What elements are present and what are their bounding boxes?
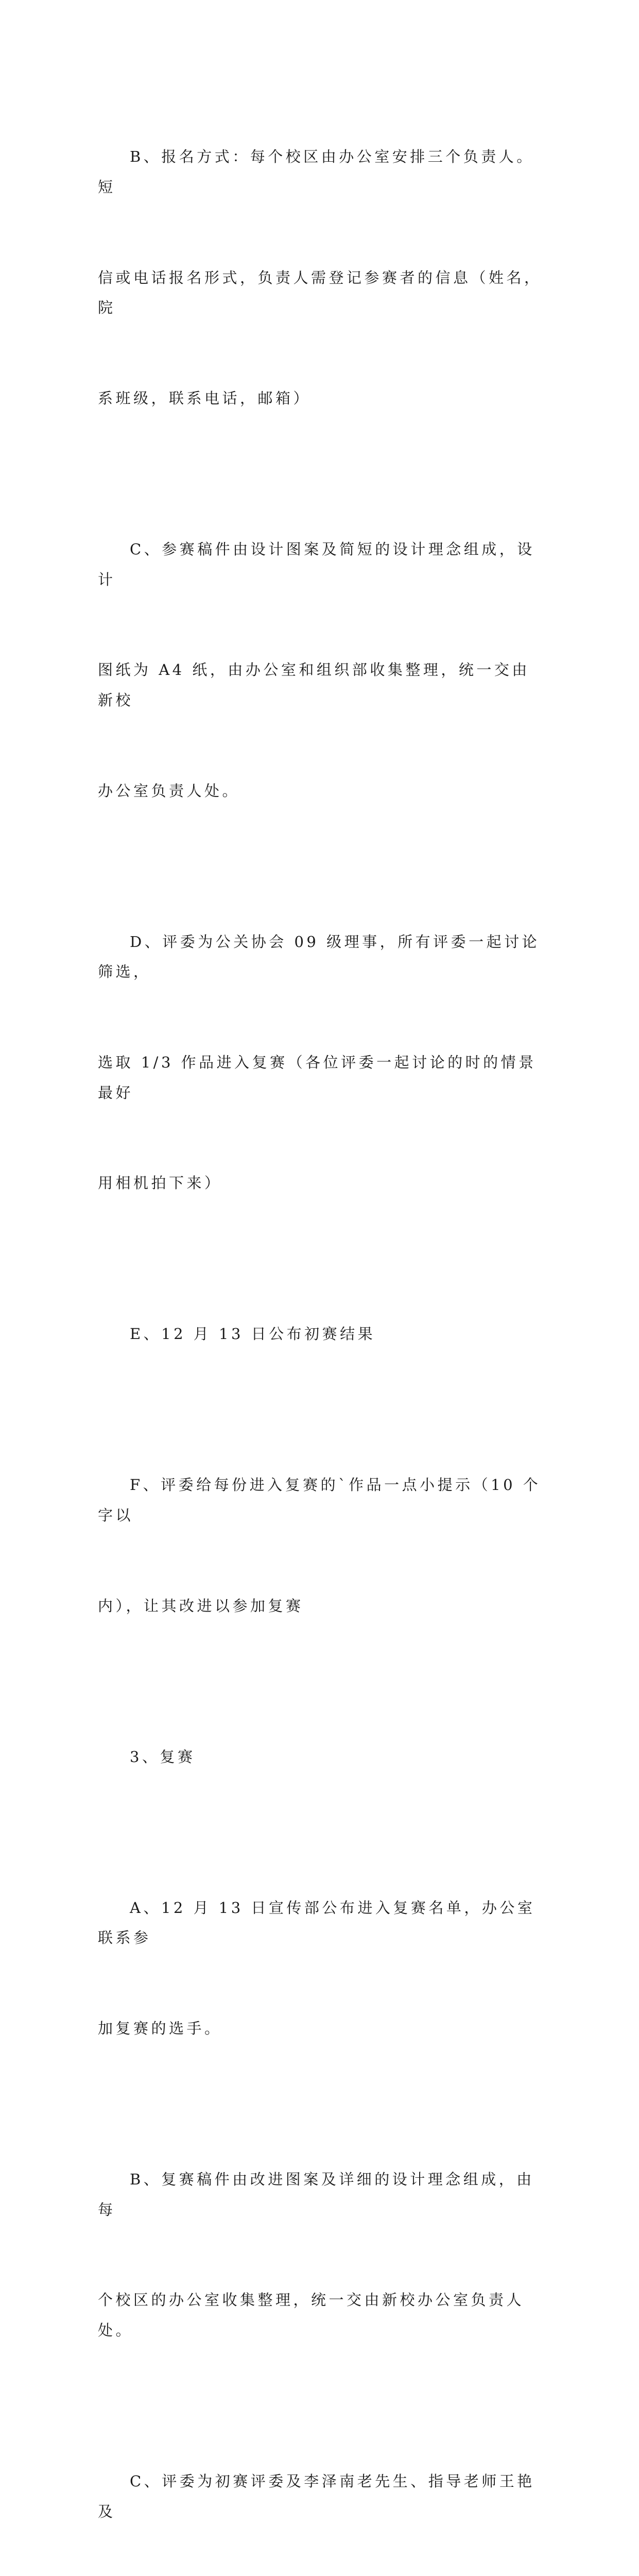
text-line: D、评委为公关协会 09 级理事，所有评委一起讨论筛选， <box>98 933 540 981</box>
text-line: 信或电话报名形式，负责人需登记参赛者的信息（姓名，院 <box>98 268 542 317</box>
paragraph-preliminary-results <box>98 1259 546 1410</box>
document-body <box>98 81 546 2576</box>
text-line: 图纸为 A4 纸，由办公室和组织部收集整理，统一交由新校 <box>98 661 530 709</box>
text-line: 选取 1/3 作品进入复赛（各位评委一起讨论的时的情景最好 <box>98 1054 537 1101</box>
section-heading-semifinal <box>98 1681 546 1832</box>
text-line: C、参赛稿件由设计图案及简短的设计理念组成，设计 <box>98 540 535 588</box>
text-line: C、评委为初赛评委及李泽南老先生、指导老师王艳及 <box>98 2472 535 2520</box>
paragraph-semifinal-entries <box>98 2104 546 2406</box>
paragraph-judge-tips <box>98 1410 546 1681</box>
text-line: E、12 月 13 日公布初赛结果 <box>130 1325 376 1343</box>
paragraph-judges-preliminary <box>98 866 546 1259</box>
paragraph-entry-composition <box>98 474 546 867</box>
text-line: 系班级，联系电话，邮箱） <box>98 389 312 407</box>
text-line: B、报名方式：每个校区由办公室安排三个负责人。短 <box>98 148 534 196</box>
text-line: 内），让其改进以参加复赛 <box>98 1597 304 1615</box>
paragraph-registration-method <box>98 81 546 474</box>
paragraph-semifinal-list <box>98 1832 546 2104</box>
text-line: 个校区的办公室收集整理，统一交由新校办公室负责人处。 <box>98 2291 525 2339</box>
text-line: 办公室负责人处。 <box>98 782 240 800</box>
text-line: A、12 月 13 日宣传部公布进入复赛名单，办公室联系参 <box>98 1899 536 1947</box>
text-line: 3、复赛 <box>130 1748 196 1766</box>
text-line: 加复赛的选手。 <box>98 2020 222 2037</box>
text-line: 用相机拍下来） <box>98 1174 222 1192</box>
text-line: F、评委给每份进入复赛的`作品一点小提示（10 个字以 <box>98 1476 541 1524</box>
paragraph-semifinal-judges <box>98 2406 546 2576</box>
text-line: B、复赛稿件由改进图案及详细的设计理念组成，由每 <box>98 2170 534 2218</box>
